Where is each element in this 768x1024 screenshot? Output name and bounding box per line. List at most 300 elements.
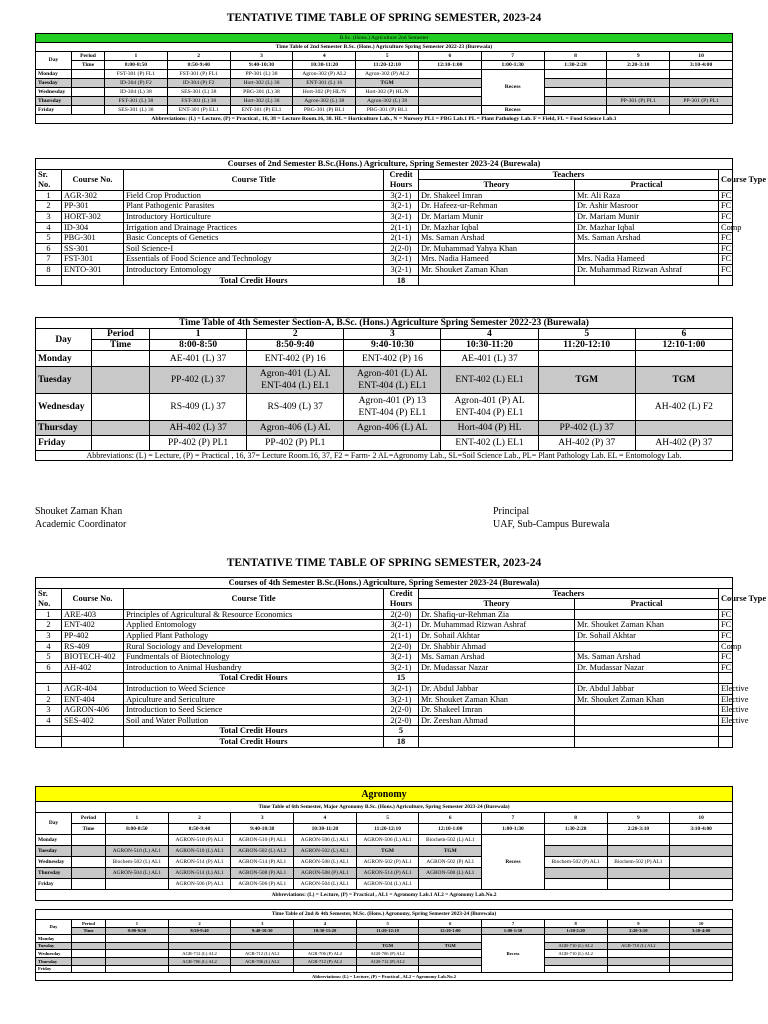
class-cell: Hort-302 (L) 38 (230, 79, 293, 88)
class-cell (670, 957, 733, 965)
class-cell: AGRON-504 (L) AL1 (294, 879, 357, 890)
class-cell: AGRON-502 (P) AL1 (419, 857, 482, 868)
course-type: Elective (719, 683, 733, 694)
course-no: PBG-301 (62, 233, 124, 244)
period-number: 5 (356, 920, 419, 928)
sr-no: 3 (36, 705, 62, 716)
class-cell (356, 935, 419, 943)
class-cell (670, 846, 733, 857)
day-label: Tuesday (36, 79, 72, 88)
time-slot: 12:10-1:00 (418, 61, 481, 70)
period-number: 1 (105, 52, 168, 61)
theory-teacher: Dr. Mariam Munir (419, 211, 575, 222)
day-row (36, 351, 733, 367)
theory-teacher: Mr. Shouket Zaman Khan (419, 264, 575, 275)
credit-hours: 2(1-1) (384, 222, 419, 233)
class-cell (538, 351, 635, 367)
course-type: FC (719, 630, 733, 641)
course-type: Comp (719, 641, 733, 652)
period-number: 4 (293, 52, 356, 61)
course-row (36, 211, 733, 222)
credit-header: Credit Hours (384, 588, 419, 609)
class-cell: AGRON-506 (P) AL1 (231, 879, 294, 890)
class-cell: ID-304 (P) F2 (105, 79, 168, 88)
class-cell (419, 957, 482, 965)
class-cell (231, 935, 294, 943)
period-number: 9 (607, 52, 670, 61)
class-cell: TGM (635, 367, 732, 394)
sr-no: 1 (36, 190, 62, 201)
course-type: FC (719, 233, 733, 244)
class-line: ENT-404 (P) EL1 (358, 408, 427, 418)
credit-hours: 2(2-0) (384, 641, 419, 652)
course-title: Applied Entomology (124, 620, 384, 631)
time-slot: 9:40-10:30 (231, 927, 294, 935)
class-cell: TGM (356, 942, 419, 950)
class-cell (544, 935, 607, 943)
class-cell: PP-402 (L) 37 (150, 367, 247, 394)
class-cell (294, 935, 357, 943)
time-slot: 12:10-1:00 (419, 824, 482, 835)
practical-teacher (575, 609, 719, 620)
day-label: Thursday (36, 421, 92, 436)
class-cell: PP-402 (P) PL1 (247, 436, 344, 451)
class-cell: AGRON-514 (P) AL1 (168, 857, 231, 868)
class-cell (106, 950, 169, 958)
day-label: Wednesday (36, 857, 72, 868)
time-slot: 11:20-12:10 (538, 340, 635, 351)
class-cell (106, 935, 169, 943)
sr-no: 6 (36, 662, 62, 673)
theory-teacher: Dr. Shakeel Imran (419, 190, 575, 201)
credit-hours: 3(2-1) (384, 662, 419, 673)
type-header: Course Type (719, 588, 733, 609)
period-number: 9 (607, 920, 670, 928)
course-no: FST-301 (62, 254, 124, 265)
period-number: 2 (247, 329, 344, 340)
period-number: 6 (635, 329, 732, 340)
timetable-4th-semester (35, 317, 733, 461)
class-cell (106, 879, 169, 890)
day-label: Friday (36, 965, 72, 973)
timetable-agronomy-6th (35, 786, 733, 901)
period-number: 3 (231, 813, 294, 824)
class-cell (294, 942, 357, 950)
class-cell: AGR-710 (L) AL2 (544, 942, 607, 950)
day-label: Wednesday (36, 394, 92, 421)
class-cell: PBG-301 (P) BL1 (356, 106, 419, 115)
class-cell (294, 965, 357, 973)
time-slot: 10:30-11:20 (294, 824, 357, 835)
class-cell (106, 835, 169, 846)
period-number: 7 (482, 920, 545, 928)
course-title: Soil and Water Pollution (124, 715, 384, 726)
time-header: Time (92, 340, 150, 351)
class-cell (247, 367, 344, 394)
time-slot: 2:20-3:10 (607, 61, 670, 70)
time-slot: 8:50-9:40 (168, 824, 231, 835)
practical-teacher (575, 705, 719, 716)
time-slot: 8:00-8:50 (106, 824, 169, 835)
period-number: 1 (150, 329, 247, 340)
sr-no: 7 (36, 254, 62, 265)
total-label: Total Credit Hours (124, 673, 384, 684)
class-cell: FST-301 (L) 38 (105, 97, 168, 106)
class-cell: AGRON-502 (L) AL1 (294, 846, 357, 857)
class-cell: FST-301 (L) 38 (167, 97, 230, 106)
class-cell: ENT-402 (P) 16 (344, 351, 441, 367)
banner: B.Sc. (Hons.) Agriculture 2nd Semester (36, 34, 733, 43)
class-cell (670, 857, 733, 868)
class-cell: PP-301 (L) 38 (230, 70, 293, 79)
period-number: 7 (481, 52, 544, 61)
practical-teacher: Dr. Mariam Munir (575, 211, 719, 222)
day-label: Monday (36, 351, 92, 367)
class-cell: AGRON-508 (P) AL1 (231, 868, 294, 879)
credit-hours: 3(2-1) (384, 683, 419, 694)
day-label: Wednesday (36, 88, 72, 97)
sr-header: Sr. No. (36, 169, 62, 190)
course-title: Introduction to Weed Science (124, 683, 384, 694)
period-number: 5 (356, 813, 419, 824)
theory-teacher: Dr. Muhammad Rizwan Ashraf (419, 620, 575, 631)
signature-left (35, 505, 126, 531)
course-row (36, 264, 733, 275)
day-label: Thursday (36, 957, 72, 965)
abbreviations: Abbreviations: (L) = Lecture, (P) = Practical , 16, 38 = Lecture Room.16, 38. HL = Horticulture Lab., N = Nursery PL1 = PBG Lab.1 PL = Plant Pathology Lab. F = Field, FL = Food Science Lab.1 (36, 115, 733, 124)
course-no-header: Course No. (62, 169, 124, 190)
period-header: Period (92, 329, 150, 340)
course-no-header: Course No. (62, 588, 124, 609)
course-title: Applied Plant Pathology (124, 630, 384, 641)
theory-teacher: Dr. Shafiq-ur-Rehman Zia (419, 609, 575, 620)
day-row (36, 868, 733, 879)
coordinator-role: Academic Coordinator (35, 519, 127, 530)
credit-hours: 3(2-1) (384, 190, 419, 201)
class-cell: AGRON-514 (L) AL1 (168, 868, 231, 879)
class-cell (419, 935, 482, 943)
course-row (36, 630, 733, 641)
day-label: Tuesday (36, 846, 72, 857)
class-cell: PP-301 (P) PL1 (607, 97, 670, 106)
course-row (36, 190, 733, 201)
course-type: Elective (719, 694, 733, 705)
class-cell: TGM (419, 846, 482, 857)
class-cell: AGRON-502 (P) AL1 (356, 857, 419, 868)
credit-hours: 3(2-1) (384, 620, 419, 631)
day-label: Thursday (36, 97, 72, 106)
practical-teacher: Mrs. Nadia Hameed (575, 254, 719, 265)
class-cell: AGRON-506 (L) AL1 (356, 835, 419, 846)
page-title: TENTATIVE TIME TABLE OF SPRING SEMESTER, 2023-24 (226, 12, 542, 24)
class-cell: AGR-706 (P) AL2 (294, 950, 357, 958)
class-cell: Agron-406 (L) AL (247, 421, 344, 436)
sr-no: 2 (36, 201, 62, 212)
day-row (36, 857, 733, 868)
sr-no: 6 (36, 243, 62, 254)
time-slot: 8:00-8:50 (150, 340, 247, 351)
theory-teacher: Dr. Shakeel Imran (419, 705, 575, 716)
time-slot: 1:00-1:30 (481, 61, 544, 70)
day-row (36, 835, 733, 846)
time-slot: 11:20-12:10 (356, 61, 419, 70)
time-slot: 12:10-1:00 (635, 340, 732, 351)
class-cell: AGRON-506 (L) AL1 (294, 835, 357, 846)
class-cell: TGM (419, 942, 482, 950)
day-label: Tuesday (36, 367, 92, 394)
course-type: Elective (719, 715, 733, 726)
class-cell: AE-401 (L) 37 (441, 351, 538, 367)
class-cell: Biochem-502 (L) AL1 (106, 857, 169, 868)
class-cell: AGRON-504 (L) AL1 (356, 879, 419, 890)
theory-teacher: Dr. Hafeez-ur-Rehman (419, 201, 575, 212)
practical-teacher (575, 243, 719, 254)
course-no: AGR-302 (62, 190, 124, 201)
day-header: Day (36, 813, 72, 835)
course-type: FC (719, 243, 733, 254)
class-line: ENT-404 (L) EL1 (261, 381, 330, 391)
period-number: 10 (670, 920, 733, 928)
class-cell: AH-402 (L) 37 (150, 421, 247, 436)
theory-header: Theory (419, 599, 575, 610)
course-row (36, 652, 733, 663)
period-number: 8 (544, 52, 607, 61)
class-cell (635, 351, 732, 367)
course-type: FC (719, 662, 733, 673)
class-cell: AGR-706 (P) AL2 (356, 950, 419, 958)
class-cell (419, 879, 482, 890)
class-cell (168, 935, 231, 943)
time-slot: 9:40-10:30 (230, 61, 293, 70)
sr-header: Sr. No. (36, 588, 62, 609)
courses-4th-semester (35, 577, 767, 748)
class-cell (544, 965, 607, 973)
time-header: Time (72, 824, 106, 835)
time-slot: 8:00-8:50 (105, 61, 168, 70)
course-title: Introductory Horticulture (124, 211, 384, 222)
credit-hours: 3(2-1) (384, 254, 419, 265)
subtitle: Time Table of 6th Semester, Major Agronomy B.Sc. (Hons.) Agriculture, Spring Semester 2023-24 (Burewala) (36, 802, 733, 813)
time-slot: 3:10-4:00 (670, 824, 733, 835)
timetable-2nd-semester (35, 33, 733, 124)
class-cell: AH-402 (P) 37 (538, 436, 635, 451)
total-label: Total Credit Hours (124, 275, 384, 286)
abbreviations: Abbreviations: (L) = Lecture, (P) = Practical , 16, 37= Lecture Room.16, 37, F2 = Farm- 2 AL=Agronomy Lab., SL=Soil Science Lab., PL= Plant Pathology Lab. EL = Entomology Lab. (36, 451, 733, 461)
recess-cell: Recess (482, 935, 545, 973)
theory-teacher: Ms. Saman Arshad (419, 233, 575, 244)
credit-hours: 3(2-1) (384, 652, 419, 663)
class-cell: Agron-302 (P) AL2 (293, 70, 356, 79)
time-slot: 8:50-9:40 (168, 927, 231, 935)
class-cell (607, 950, 670, 958)
course-type: FC (719, 620, 733, 631)
practical-teacher: Dr. Abdul Jabbar (575, 683, 719, 694)
day-header: Day (36, 329, 92, 351)
time-slot: 1:30-2:20 (544, 824, 607, 835)
class-cell: AGR-712 (P) AL2 (294, 957, 357, 965)
day-label: Friday (36, 436, 92, 451)
total-value: 18 (384, 736, 419, 747)
time-slot: 9:40-10:30 (231, 824, 294, 835)
abbreviations: Abbreviations: (L) = Lecture, (P) = Practical , AL1 = Agronomy Lab.1 AL2 = Agronomy Lab.No.2 (36, 890, 733, 901)
recess-cell: Recess (482, 835, 545, 890)
period-number: 10 (670, 813, 733, 824)
class-cell: AH-402 (P) 37 (635, 436, 732, 451)
period-number: 5 (356, 52, 419, 61)
practical-header: Practical (575, 180, 719, 191)
course-row (36, 201, 733, 212)
sr-no: 8 (36, 264, 62, 275)
class-line: Agron-401 (P) 13 (358, 396, 427, 406)
course-title: Soil Science-I (124, 243, 384, 254)
time-slot: 2:20-3:10 (607, 824, 670, 835)
period-number: 7 (482, 813, 545, 824)
courses-title: Courses of 2nd Semester B.Sc.(Hons.) Agriculture, Spring Semester 2023-24 (Burewala) (36, 159, 733, 170)
theory-teacher: Mr. Shouket Zaman Khan (419, 694, 575, 705)
practical-teacher: Dr. Sohail Akhtar (575, 630, 719, 641)
class-cell: ID-304 (L) 38 (105, 88, 168, 97)
class-cell (607, 879, 670, 890)
course-type: FC (719, 201, 733, 212)
class-cell (106, 942, 169, 950)
time-slot: 8:00-8:50 (106, 927, 169, 935)
total-value: 15 (384, 673, 419, 684)
course-title: Introduction to Animal Husbandry (124, 662, 384, 673)
period-number: 2 (168, 920, 231, 928)
credit-hours: 3(2-1) (384, 694, 419, 705)
class-cell: Biochem-502 (P) AL1 (544, 857, 607, 868)
class-cell: AE-401 (L) 37 (150, 351, 247, 367)
credit-hours: 2(1-1) (384, 233, 419, 244)
class-cell (544, 868, 607, 879)
course-type: Comp (719, 222, 733, 233)
day-header: Day (36, 920, 72, 935)
time-slot: 10:30-11:20 (294, 927, 357, 935)
course-type: FC (719, 264, 733, 275)
credit-hours: 2(1-1) (384, 630, 419, 641)
period-number: 6 (419, 813, 482, 824)
class-line: ENT-404 (P) EL1 (455, 408, 524, 418)
course-no: AH-402 (62, 662, 124, 673)
class-cell: SES-301 (L) 38 (167, 88, 230, 97)
time-slot: 1:00-1:30 (482, 927, 545, 935)
class-cell (670, 950, 733, 958)
course-no: ENT-402 (62, 620, 124, 631)
total-label: Total Credit Hours (124, 726, 384, 737)
class-cell (441, 394, 538, 421)
class-cell: ID-304 (P) F2 (167, 79, 230, 88)
class-cell (670, 935, 733, 943)
course-row (36, 694, 733, 705)
day-row (36, 394, 733, 421)
period-number: 8 (544, 813, 607, 824)
practical-teacher: Ms. Saman Arshad (575, 652, 719, 663)
sr-no: 1 (36, 683, 62, 694)
theory-teacher: Dr. Mazhar Iqbal (419, 222, 575, 233)
course-title-header: Course Title (124, 169, 384, 190)
time-slot: 8:50-9:40 (167, 61, 230, 70)
class-cell (419, 965, 482, 973)
principal-title: Principal (493, 506, 530, 517)
class-cell: Agron-302 (L) 38 (356, 97, 419, 106)
day-label: Friday (36, 879, 72, 890)
class-cell: ENT-301 (L) 16 (293, 79, 356, 88)
day-row (36, 965, 733, 973)
timetable-msc-agronomy (35, 909, 733, 981)
signature-right (493, 505, 610, 531)
period-number: 4 (441, 329, 538, 340)
course-no: HORT-302 (62, 211, 124, 222)
class-cell (231, 942, 294, 950)
period-number: 6 (418, 52, 481, 61)
course-row (36, 243, 733, 254)
time-slot: 3:10-4:00 (670, 61, 733, 70)
course-title: Field Crop Production (124, 190, 384, 201)
course-type: FC (719, 190, 733, 201)
period-number: 4 (294, 813, 357, 824)
theory-teacher: Dr. Abdul Jabbar (419, 683, 575, 694)
course-no: ARE-403 (62, 609, 124, 620)
class-cell: ENT-301 (P) EL1 (230, 106, 293, 115)
class-cell (670, 965, 733, 973)
class-cell: AGR-706 (L) AL2 (168, 957, 231, 965)
class-cell (168, 965, 231, 973)
total-value: 18 (384, 275, 419, 286)
class-cell: Agron-302 (P) AL2 (356, 70, 419, 79)
class-cell (670, 879, 733, 890)
time-slot: 8:50-9:40 (247, 340, 344, 351)
period-number: 1 (106, 920, 169, 928)
time-slot: 1:00-1:30 (482, 824, 545, 835)
course-title: Introductory Entomology (124, 264, 384, 275)
day-row (36, 879, 733, 890)
course-no: SES-402 (62, 715, 124, 726)
class-cell (607, 835, 670, 846)
course-no: AGRON-406 (62, 705, 124, 716)
course-title: Fundmentals of Biotechnology (124, 652, 384, 663)
course-title: Plant Pathogenic Parasites (124, 201, 384, 212)
class-cell (344, 367, 441, 394)
course-title-header: Course Title (124, 588, 384, 609)
day-row (36, 942, 733, 950)
day-label: Monday (36, 70, 72, 79)
day-row (36, 436, 733, 451)
course-no: PP-402 (62, 630, 124, 641)
recess-cell: Recess (481, 106, 544, 115)
class-cell: TGM (356, 846, 419, 857)
practical-teacher: Dr. Ashir Masroor (575, 201, 719, 212)
course-row (36, 620, 733, 631)
period-header: Period (72, 813, 106, 824)
total-value: 5 (384, 726, 419, 737)
class-cell (607, 965, 670, 973)
class-cell: RS-409 (L) 37 (247, 394, 344, 421)
class-cell: AGRON-506 (P) AL1 (168, 879, 231, 890)
credit-hours: 2(2-0) (384, 715, 419, 726)
principal-role: UAF, Sub-Campus Burewala (493, 519, 610, 530)
course-row (36, 705, 733, 716)
period-header: Period (72, 52, 105, 61)
day-row (36, 367, 733, 394)
class-cell: PBG-301 (L) 38 (230, 88, 293, 97)
class-cell (607, 846, 670, 857)
sr-no: 2 (36, 620, 62, 631)
class-cell: AGR-706 (L) AL2 (231, 957, 294, 965)
course-no: ENTO-301 (62, 264, 124, 275)
class-cell (544, 957, 607, 965)
course-row (36, 715, 733, 726)
period-number: 6 (419, 920, 482, 928)
